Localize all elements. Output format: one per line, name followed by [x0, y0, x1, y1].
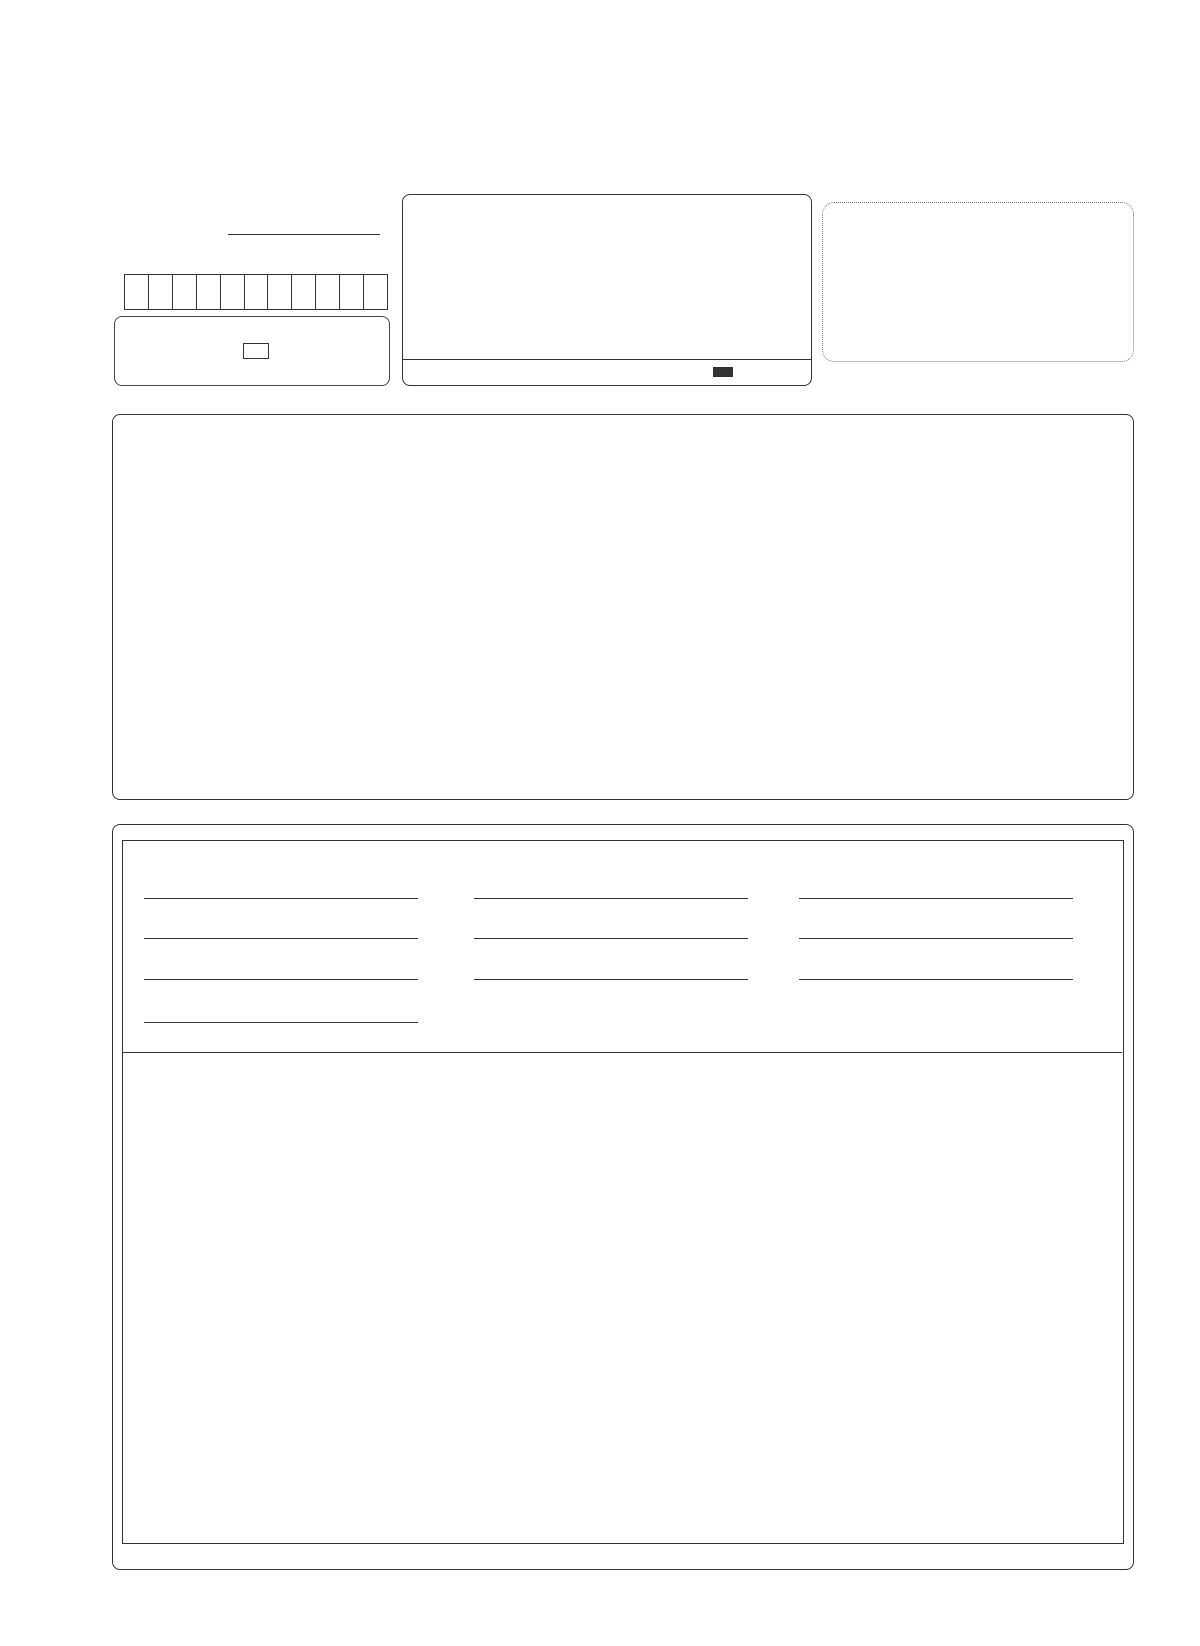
ticket-digit-box[interactable]	[197, 275, 221, 309]
fill-item-59[interactable]	[142, 924, 418, 939]
fill-item-60[interactable]	[472, 924, 748, 939]
ticket-digit-box[interactable]	[149, 275, 173, 309]
notice-box	[402, 194, 812, 386]
fill-item-62[interactable]	[142, 965, 418, 980]
fill-item-64[interactable]	[797, 965, 1073, 980]
answer-line[interactable]	[799, 965, 1073, 980]
answer-line[interactable]	[144, 924, 418, 939]
ticket-digit-box[interactable]	[340, 275, 364, 309]
fill-item-58[interactable]	[797, 884, 1073, 899]
choice-section	[112, 414, 1134, 800]
fill-item-61[interactable]	[797, 924, 1073, 939]
nonchoice-divider	[122, 1052, 1122, 1053]
ticket-digit-box[interactable]	[245, 275, 269, 309]
ticket-digit-box[interactable]	[125, 275, 149, 309]
fill-sample-row	[403, 359, 811, 386]
absent-mark-box	[114, 316, 390, 386]
ticket-number-boxes[interactable]	[124, 274, 388, 310]
fill-item-57[interactable]	[472, 884, 748, 899]
nonchoice-inner-frame	[122, 840, 1124, 1544]
answer-line[interactable]	[144, 965, 418, 980]
ticket-digit-box[interactable]	[364, 275, 387, 309]
absent-checkbox[interactable]	[243, 343, 269, 359]
answer-line[interactable]	[474, 884, 748, 899]
answer-line[interactable]	[144, 884, 418, 899]
answer-line[interactable]	[799, 884, 1073, 899]
answer-line[interactable]	[474, 965, 748, 980]
ticket-digit-box[interactable]	[292, 275, 316, 309]
ticket-digit-box[interactable]	[316, 275, 340, 309]
barcode-area	[822, 202, 1134, 362]
name-field[interactable]	[228, 234, 380, 235]
correct-fill-example	[713, 367, 733, 377]
ticket-digit-box[interactable]	[221, 275, 245, 309]
fill-item-56[interactable]	[142, 884, 418, 899]
answer-line[interactable]	[474, 924, 748, 939]
answer-line[interactable]	[799, 924, 1073, 939]
answer-line[interactable]	[144, 1008, 418, 1023]
fill-item-65[interactable]	[142, 1008, 418, 1023]
ticket-digit-box[interactable]	[268, 275, 292, 309]
ticket-digit-box[interactable]	[173, 275, 197, 309]
fill-item-63[interactable]	[472, 965, 748, 980]
